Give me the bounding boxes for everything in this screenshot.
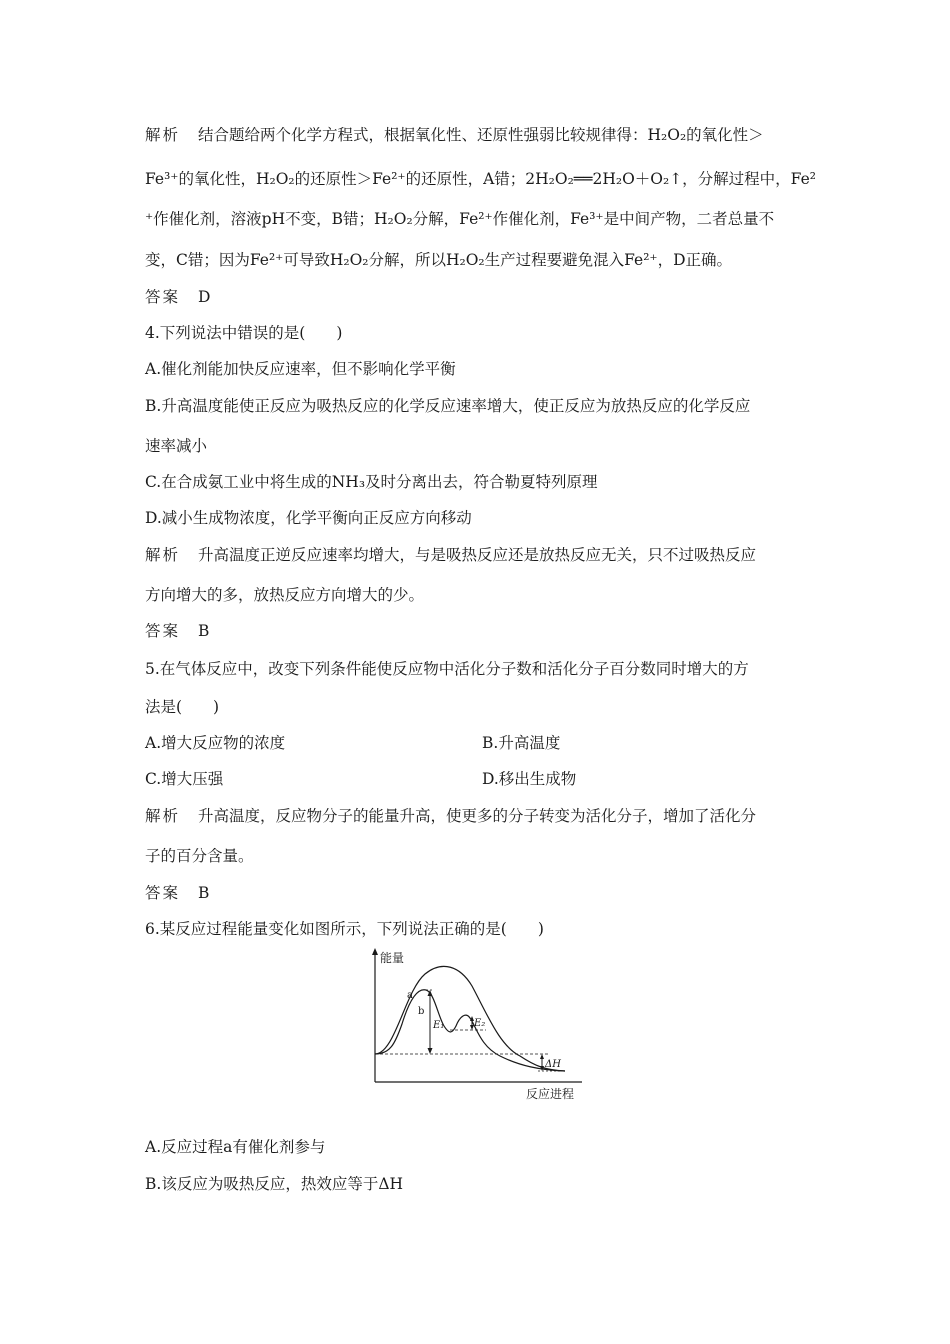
q5-answer-label: 答案 (145, 884, 181, 902)
q4-answer-value: B (198, 622, 210, 640)
q3-answer-value: D (198, 288, 211, 306)
q5-option-b: B.升高温度 (482, 734, 561, 752)
q4-option-b-line-2: 速率减小 (145, 437, 208, 455)
q5-option-d: D.移出生成物 (482, 770, 577, 788)
q4-answer-label: 答案 (145, 622, 181, 640)
q3-analysis-line-4: 变，C错；因为Fe²⁺可导致H₂O₂分解，所以H₂O₂生产过程要避免混入Fe²⁺，D正确。 (145, 251, 733, 269)
q5-analysis-text-1: 升高温度，反应物分子的能量升高，使更多的分子转变为活化分子，增加了活化分 (198, 807, 757, 825)
q5-analysis-line-2: 子的百分含量。 (145, 847, 254, 865)
energy-profile-diagram (360, 946, 590, 1106)
q4-analysis-label: 解析 (145, 546, 181, 564)
q4-option-b-line-1: B.升高温度能使正反应为吸热反应的化学反应速率增大，使正反应为放热反应的化学反应 (145, 397, 751, 415)
curve-a-label: a (407, 990, 413, 1001)
q6-stem: 6.某反应过程能量变化如图所示，下列说法正确的是( ) (145, 920, 544, 938)
curve-b-label: b (418, 1006, 425, 1017)
dh-arrow-up-icon (540, 1054, 544, 1059)
q5-options-row-1 (145, 732, 815, 754)
q5-option-c: C.增大压强 (145, 770, 224, 788)
q5-stem-line-2: 法是( ) (145, 698, 220, 716)
q3-answer-line (145, 286, 815, 308)
q4-analysis-text-1: 升高温度正逆反应速率均增大，与是吸热反应还是放热反应无关，只不过吸热反应 (198, 546, 757, 564)
q4-analysis-line-2: 方向增大的多，放热反应方向增大的少。 (145, 586, 425, 604)
q6-option-a: A.反应过程a有催化剂参与 (145, 1138, 326, 1156)
q5-answer-value: B (198, 884, 210, 902)
q4-stem: 4.下列说法中错误的是( ) (145, 324, 343, 342)
q6-option-b: B.该反应为吸热反应，热效应等于ΔH (145, 1175, 404, 1193)
q5-answer-line (145, 882, 815, 904)
q5-analysis-label: 解析 (145, 807, 181, 825)
e1-label: E₁ (433, 1020, 445, 1031)
x-axis-label: 反应进程 (526, 1087, 575, 1101)
delta-h-label: ΔH (545, 1059, 561, 1070)
q3-analysis-line-2: Fe³⁺的氧化性，H₂O₂的还原性＞Fe²⁺的还原性，A错；2H₂O₂══2H₂O＋O₂↑，分解过程中，Fe² (145, 170, 816, 188)
q3-analysis-line-1 (145, 124, 815, 146)
q4-option-a: A.催化剂能加快反应速率，但不影响化学平衡 (145, 360, 456, 378)
q4-analysis-line-1 (145, 544, 815, 566)
q5-stem-line-1: 5.在气体反应中，改变下列条件能使反应物中活化分子数和活化分子百分数同时增大的方 (145, 660, 749, 678)
energy-profile-svg (360, 946, 590, 1106)
q5-analysis-line-1 (145, 805, 815, 827)
q3-answer-label: 答案 (145, 288, 181, 306)
e2-label: E₂ (474, 1018, 486, 1029)
q5-options-row-2 (145, 768, 815, 790)
q3-analysis-label: 解析 (145, 126, 181, 144)
q4-answer-line (145, 620, 815, 642)
y-axis-label: 能量 (380, 951, 405, 965)
q3-analysis-text-1: 结合题给两个化学方程式，根据氧化性、还原性强弱比较规律得：H₂O₂的氧化性＞ (198, 126, 764, 144)
q4-option-d: D.减小生成物浓度，化学平衡向正反应方向移动 (145, 509, 472, 527)
y-axis-arrow (372, 948, 378, 955)
e1-arrow-down-icon (428, 1048, 433, 1054)
q5-option-a: A.增大反应物的浓度 (145, 734, 286, 752)
q4-option-c: C.在合成氨工业中将生成的NH₃及时分离出去，符合勒夏特列原理 (145, 473, 598, 491)
q3-analysis-line-3: ⁺作催化剂，溶液pH不变，B错；H₂O₂分解，Fe²⁺作催化剂，Fe³⁺是中间产物，二者总量不 (145, 210, 775, 228)
